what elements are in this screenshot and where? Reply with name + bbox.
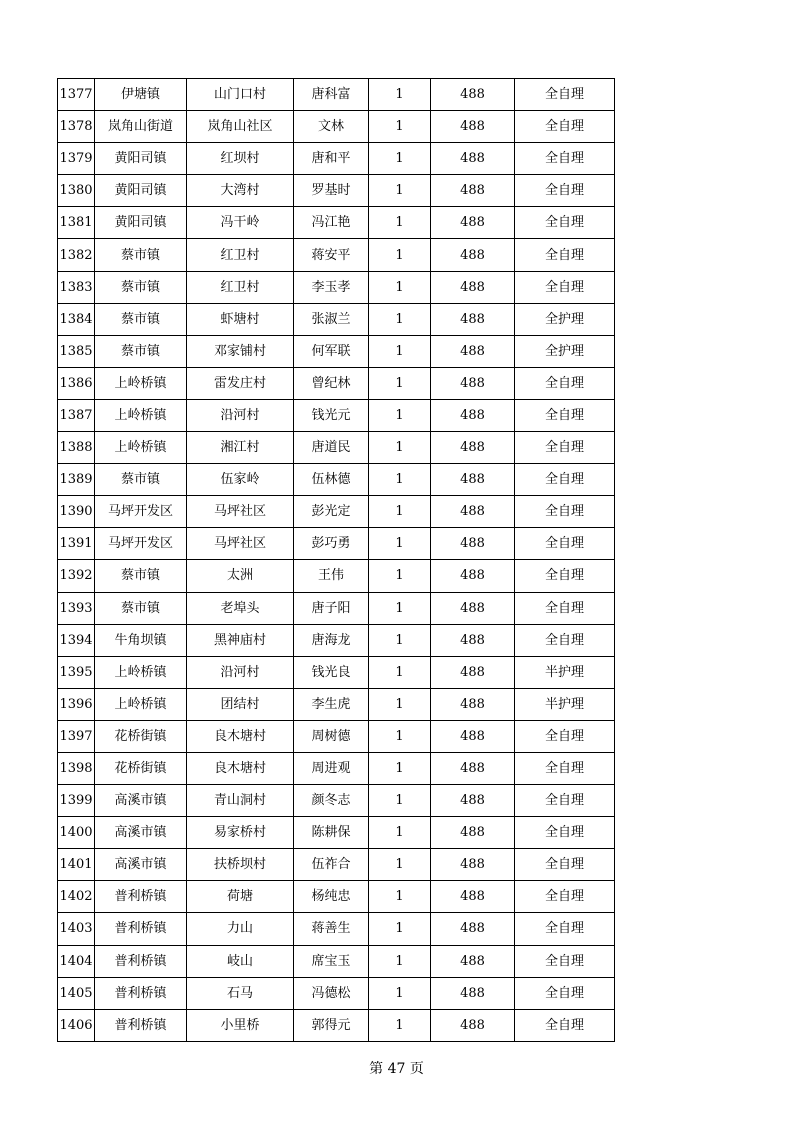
town-cell: 上岭桥镇 xyxy=(95,656,187,688)
care-level-cell: 全自理 xyxy=(515,881,615,913)
amount-cell: 488 xyxy=(431,945,515,977)
amount-cell: 488 xyxy=(431,496,515,528)
village-cell: 虾塘村 xyxy=(187,303,294,335)
count-cell: 1 xyxy=(369,688,431,720)
row-index-cell: 1384 xyxy=(58,303,95,335)
person-name-cell: 彭巧勇 xyxy=(294,528,369,560)
town-cell: 花桥街镇 xyxy=(95,720,187,752)
table-row xyxy=(58,367,615,399)
row-index-cell: 1377 xyxy=(58,79,95,111)
amount-cell: 488 xyxy=(431,464,515,496)
village-cell: 石马 xyxy=(187,977,294,1009)
row-index-cell: 1388 xyxy=(58,432,95,464)
row-index-cell: 1389 xyxy=(58,464,95,496)
row-index-cell: 1400 xyxy=(58,817,95,849)
row-index-cell: 1396 xyxy=(58,688,95,720)
row-index-cell: 1387 xyxy=(58,399,95,431)
care-level-cell: 全自理 xyxy=(515,752,615,784)
care-level-cell: 全自理 xyxy=(515,592,615,624)
amount-cell: 488 xyxy=(431,399,515,431)
row-index-cell: 1406 xyxy=(58,1009,95,1041)
count-cell: 1 xyxy=(369,303,431,335)
village-cell: 湘江村 xyxy=(187,432,294,464)
town-cell: 黄阳司镇 xyxy=(95,175,187,207)
row-index-cell: 1391 xyxy=(58,528,95,560)
person-name-cell: 何军联 xyxy=(294,335,369,367)
amount-cell: 488 xyxy=(431,528,515,560)
amount-cell: 488 xyxy=(431,592,515,624)
town-cell: 蔡市镇 xyxy=(95,239,187,271)
person-name-cell: 郭得元 xyxy=(294,1009,369,1041)
count-cell: 1 xyxy=(369,175,431,207)
table-row xyxy=(58,624,615,656)
row-index-cell: 1398 xyxy=(58,752,95,784)
town-cell: 高溪市镇 xyxy=(95,785,187,817)
count-cell: 1 xyxy=(369,399,431,431)
person-name-cell: 唐道民 xyxy=(294,432,369,464)
town-cell: 蔡市镇 xyxy=(95,303,187,335)
table-row xyxy=(58,720,615,752)
records-table xyxy=(57,78,615,1042)
row-index-cell: 1390 xyxy=(58,496,95,528)
person-name-cell: 钱光元 xyxy=(294,399,369,431)
village-cell: 力山 xyxy=(187,913,294,945)
person-name-cell: 王伟 xyxy=(294,560,369,592)
care-level-cell: 全护理 xyxy=(515,303,615,335)
town-cell: 蔡市镇 xyxy=(95,335,187,367)
person-name-cell: 唐和平 xyxy=(294,143,369,175)
care-level-cell: 全自理 xyxy=(515,496,615,528)
village-cell: 良木塘村 xyxy=(187,752,294,784)
count-cell: 1 xyxy=(369,881,431,913)
amount-cell: 488 xyxy=(431,143,515,175)
village-cell: 马坪社区 xyxy=(187,528,294,560)
care-level-cell: 全自理 xyxy=(515,111,615,143)
amount-cell: 488 xyxy=(431,817,515,849)
person-name-cell: 唐子阳 xyxy=(294,592,369,624)
row-index-cell: 1382 xyxy=(58,239,95,271)
village-cell: 荷塘 xyxy=(187,881,294,913)
row-index-cell: 1402 xyxy=(58,881,95,913)
table-row xyxy=(58,432,615,464)
table-row xyxy=(58,560,615,592)
count-cell: 1 xyxy=(369,977,431,1009)
care-level-cell: 全自理 xyxy=(515,464,615,496)
care-level-cell: 半护理 xyxy=(515,656,615,688)
village-cell: 沿河村 xyxy=(187,399,294,431)
town-cell: 黄阳司镇 xyxy=(95,143,187,175)
town-cell: 蔡市镇 xyxy=(95,271,187,303)
town-cell: 马坪开发区 xyxy=(95,528,187,560)
table-row xyxy=(58,496,615,528)
count-cell: 1 xyxy=(369,464,431,496)
care-level-cell: 全自理 xyxy=(515,271,615,303)
town-cell: 牛角坝镇 xyxy=(95,624,187,656)
amount-cell: 488 xyxy=(431,335,515,367)
village-cell: 易家桥村 xyxy=(187,817,294,849)
care-level-cell: 全自理 xyxy=(515,143,615,175)
town-cell: 黄阳司镇 xyxy=(95,207,187,239)
town-cell: 上岭桥镇 xyxy=(95,367,187,399)
count-cell: 1 xyxy=(369,432,431,464)
town-cell: 花桥街镇 xyxy=(95,752,187,784)
count-cell: 1 xyxy=(369,913,431,945)
person-name-cell: 罗基时 xyxy=(294,175,369,207)
count-cell: 1 xyxy=(369,143,431,175)
care-level-cell: 全自理 xyxy=(515,817,615,849)
row-index-cell: 1379 xyxy=(58,143,95,175)
amount-cell: 488 xyxy=(431,752,515,784)
table-row xyxy=(58,1009,615,1041)
town-cell: 高溪市镇 xyxy=(95,817,187,849)
person-name-cell: 蒋善生 xyxy=(294,913,369,945)
table-row xyxy=(58,817,615,849)
amount-cell: 488 xyxy=(431,688,515,720)
count-cell: 1 xyxy=(369,560,431,592)
amount-cell: 488 xyxy=(431,656,515,688)
person-name-cell: 蒋安平 xyxy=(294,239,369,271)
care-level-cell: 全自理 xyxy=(515,207,615,239)
table-row xyxy=(58,881,615,913)
town-cell: 伊塘镇 xyxy=(95,79,187,111)
amount-cell: 488 xyxy=(431,271,515,303)
town-cell: 普利桥镇 xyxy=(95,1009,187,1041)
count-cell: 1 xyxy=(369,367,431,399)
table-row xyxy=(58,977,615,1009)
town-cell: 上岭桥镇 xyxy=(95,688,187,720)
care-level-cell: 半护理 xyxy=(515,688,615,720)
person-name-cell: 冯德松 xyxy=(294,977,369,1009)
person-name-cell: 唐海龙 xyxy=(294,624,369,656)
table-row xyxy=(58,592,615,624)
amount-cell: 488 xyxy=(431,849,515,881)
table-row xyxy=(58,239,615,271)
table-body xyxy=(58,79,615,1042)
count-cell: 1 xyxy=(369,656,431,688)
row-index-cell: 1378 xyxy=(58,111,95,143)
care-level-cell: 全自理 xyxy=(515,528,615,560)
amount-cell: 488 xyxy=(431,560,515,592)
village-cell: 良木塘村 xyxy=(187,720,294,752)
table-row xyxy=(58,175,615,207)
count-cell: 1 xyxy=(369,79,431,111)
village-cell: 红卫村 xyxy=(187,239,294,271)
village-cell: 岐山 xyxy=(187,945,294,977)
amount-cell: 488 xyxy=(431,913,515,945)
amount-cell: 488 xyxy=(431,239,515,271)
table-row xyxy=(58,945,615,977)
table-row xyxy=(58,849,615,881)
amount-cell: 488 xyxy=(431,432,515,464)
amount-cell: 488 xyxy=(431,624,515,656)
row-index-cell: 1381 xyxy=(58,207,95,239)
table-row xyxy=(58,303,615,335)
village-cell: 大湾村 xyxy=(187,175,294,207)
town-cell: 岚角山街道 xyxy=(95,111,187,143)
village-cell: 马坪社区 xyxy=(187,496,294,528)
town-cell: 高溪市镇 xyxy=(95,849,187,881)
amount-cell: 488 xyxy=(431,1009,515,1041)
row-index-cell: 1395 xyxy=(58,656,95,688)
village-cell: 伍家岭 xyxy=(187,464,294,496)
care-level-cell: 全自理 xyxy=(515,432,615,464)
amount-cell: 488 xyxy=(431,785,515,817)
care-level-cell: 全自理 xyxy=(515,945,615,977)
row-index-cell: 1383 xyxy=(58,271,95,303)
table-row xyxy=(58,79,615,111)
table-row xyxy=(58,271,615,303)
village-cell: 雷发庄村 xyxy=(187,367,294,399)
village-cell: 邓家铺村 xyxy=(187,335,294,367)
row-index-cell: 1394 xyxy=(58,624,95,656)
care-level-cell: 全自理 xyxy=(515,239,615,271)
village-cell: 沿河村 xyxy=(187,656,294,688)
person-name-cell: 伍林德 xyxy=(294,464,369,496)
village-cell: 山门口村 xyxy=(187,79,294,111)
person-name-cell: 冯江艳 xyxy=(294,207,369,239)
village-cell: 老埠头 xyxy=(187,592,294,624)
table-row xyxy=(58,207,615,239)
row-index-cell: 1405 xyxy=(58,977,95,1009)
table-row xyxy=(58,111,615,143)
village-cell: 团结村 xyxy=(187,688,294,720)
town-cell: 蔡市镇 xyxy=(95,464,187,496)
row-index-cell: 1385 xyxy=(58,335,95,367)
village-cell: 红卫村 xyxy=(187,271,294,303)
person-name-cell: 李生虎 xyxy=(294,688,369,720)
row-index-cell: 1386 xyxy=(58,367,95,399)
village-cell: 太洲 xyxy=(187,560,294,592)
person-name-cell: 陈耕保 xyxy=(294,817,369,849)
care-level-cell: 全自理 xyxy=(515,977,615,1009)
person-name-cell: 钱光良 xyxy=(294,656,369,688)
care-level-cell: 全自理 xyxy=(515,560,615,592)
town-cell: 普利桥镇 xyxy=(95,881,187,913)
person-name-cell: 曾纪林 xyxy=(294,367,369,399)
person-name-cell: 李玉孝 xyxy=(294,271,369,303)
row-index-cell: 1403 xyxy=(58,913,95,945)
care-level-cell: 全护理 xyxy=(515,335,615,367)
amount-cell: 488 xyxy=(431,720,515,752)
row-index-cell: 1393 xyxy=(58,592,95,624)
count-cell: 1 xyxy=(369,207,431,239)
village-cell: 红坝村 xyxy=(187,143,294,175)
row-index-cell: 1397 xyxy=(58,720,95,752)
count-cell: 1 xyxy=(369,849,431,881)
count-cell: 1 xyxy=(369,335,431,367)
town-cell: 马坪开发区 xyxy=(95,496,187,528)
care-level-cell: 全自理 xyxy=(515,1009,615,1041)
town-cell: 普利桥镇 xyxy=(95,977,187,1009)
amount-cell: 488 xyxy=(431,367,515,399)
village-cell: 冯干岭 xyxy=(187,207,294,239)
care-level-cell: 全自理 xyxy=(515,399,615,431)
amount-cell: 488 xyxy=(431,175,515,207)
town-cell: 普利桥镇 xyxy=(95,913,187,945)
amount-cell: 488 xyxy=(431,977,515,1009)
care-level-cell: 全自理 xyxy=(515,367,615,399)
count-cell: 1 xyxy=(369,592,431,624)
table-row xyxy=(58,752,615,784)
care-level-cell: 全自理 xyxy=(515,785,615,817)
village-cell: 小里桥 xyxy=(187,1009,294,1041)
town-cell: 普利桥镇 xyxy=(95,945,187,977)
care-level-cell: 全自理 xyxy=(515,175,615,207)
person-name-cell: 唐科富 xyxy=(294,79,369,111)
person-name-cell: 杨纯忠 xyxy=(294,881,369,913)
table-row xyxy=(58,913,615,945)
count-cell: 1 xyxy=(369,945,431,977)
person-name-cell: 文林 xyxy=(294,111,369,143)
row-index-cell: 1404 xyxy=(58,945,95,977)
person-name-cell: 彭光定 xyxy=(294,496,369,528)
person-name-cell: 席宝玉 xyxy=(294,945,369,977)
person-name-cell: 颜冬志 xyxy=(294,785,369,817)
care-level-cell: 全自理 xyxy=(515,913,615,945)
row-index-cell: 1399 xyxy=(58,785,95,817)
count-cell: 1 xyxy=(369,1009,431,1041)
table-row xyxy=(58,688,615,720)
table-row xyxy=(58,464,615,496)
count-cell: 1 xyxy=(369,752,431,784)
count-cell: 1 xyxy=(369,496,431,528)
row-index-cell: 1401 xyxy=(58,849,95,881)
table-row xyxy=(58,528,615,560)
person-name-cell: 伍祚合 xyxy=(294,849,369,881)
count-cell: 1 xyxy=(369,111,431,143)
person-name-cell: 张淑兰 xyxy=(294,303,369,335)
amount-cell: 488 xyxy=(431,207,515,239)
count-cell: 1 xyxy=(369,528,431,560)
count-cell: 1 xyxy=(369,785,431,817)
town-cell: 蔡市镇 xyxy=(95,560,187,592)
amount-cell: 488 xyxy=(431,303,515,335)
table-row xyxy=(58,656,615,688)
amount-cell: 488 xyxy=(431,111,515,143)
table-row xyxy=(58,143,615,175)
amount-cell: 488 xyxy=(431,881,515,913)
row-index-cell: 1380 xyxy=(58,175,95,207)
count-cell: 1 xyxy=(369,817,431,849)
village-cell: 扶桥坝村 xyxy=(187,849,294,881)
table-row xyxy=(58,785,615,817)
care-level-cell: 全自理 xyxy=(515,79,615,111)
town-cell: 上岭桥镇 xyxy=(95,399,187,431)
count-cell: 1 xyxy=(369,624,431,656)
village-cell: 青山洞村 xyxy=(187,785,294,817)
count-cell: 1 xyxy=(369,720,431,752)
table-row xyxy=(58,335,615,367)
care-level-cell: 全自理 xyxy=(515,720,615,752)
count-cell: 1 xyxy=(369,271,431,303)
person-name-cell: 周树德 xyxy=(294,720,369,752)
count-cell: 1 xyxy=(369,239,431,271)
care-level-cell: 全自理 xyxy=(515,624,615,656)
town-cell: 上岭桥镇 xyxy=(95,432,187,464)
amount-cell: 488 xyxy=(431,79,515,111)
person-name-cell: 周进观 xyxy=(294,752,369,784)
village-cell: 岚角山社区 xyxy=(187,111,294,143)
care-level-cell: 全自理 xyxy=(515,849,615,881)
town-cell: 蔡市镇 xyxy=(95,592,187,624)
table-row xyxy=(58,399,615,431)
page-number: 第 47 页 xyxy=(369,1061,424,1077)
village-cell: 黑神庙村 xyxy=(187,624,294,656)
row-index-cell: 1392 xyxy=(58,560,95,592)
